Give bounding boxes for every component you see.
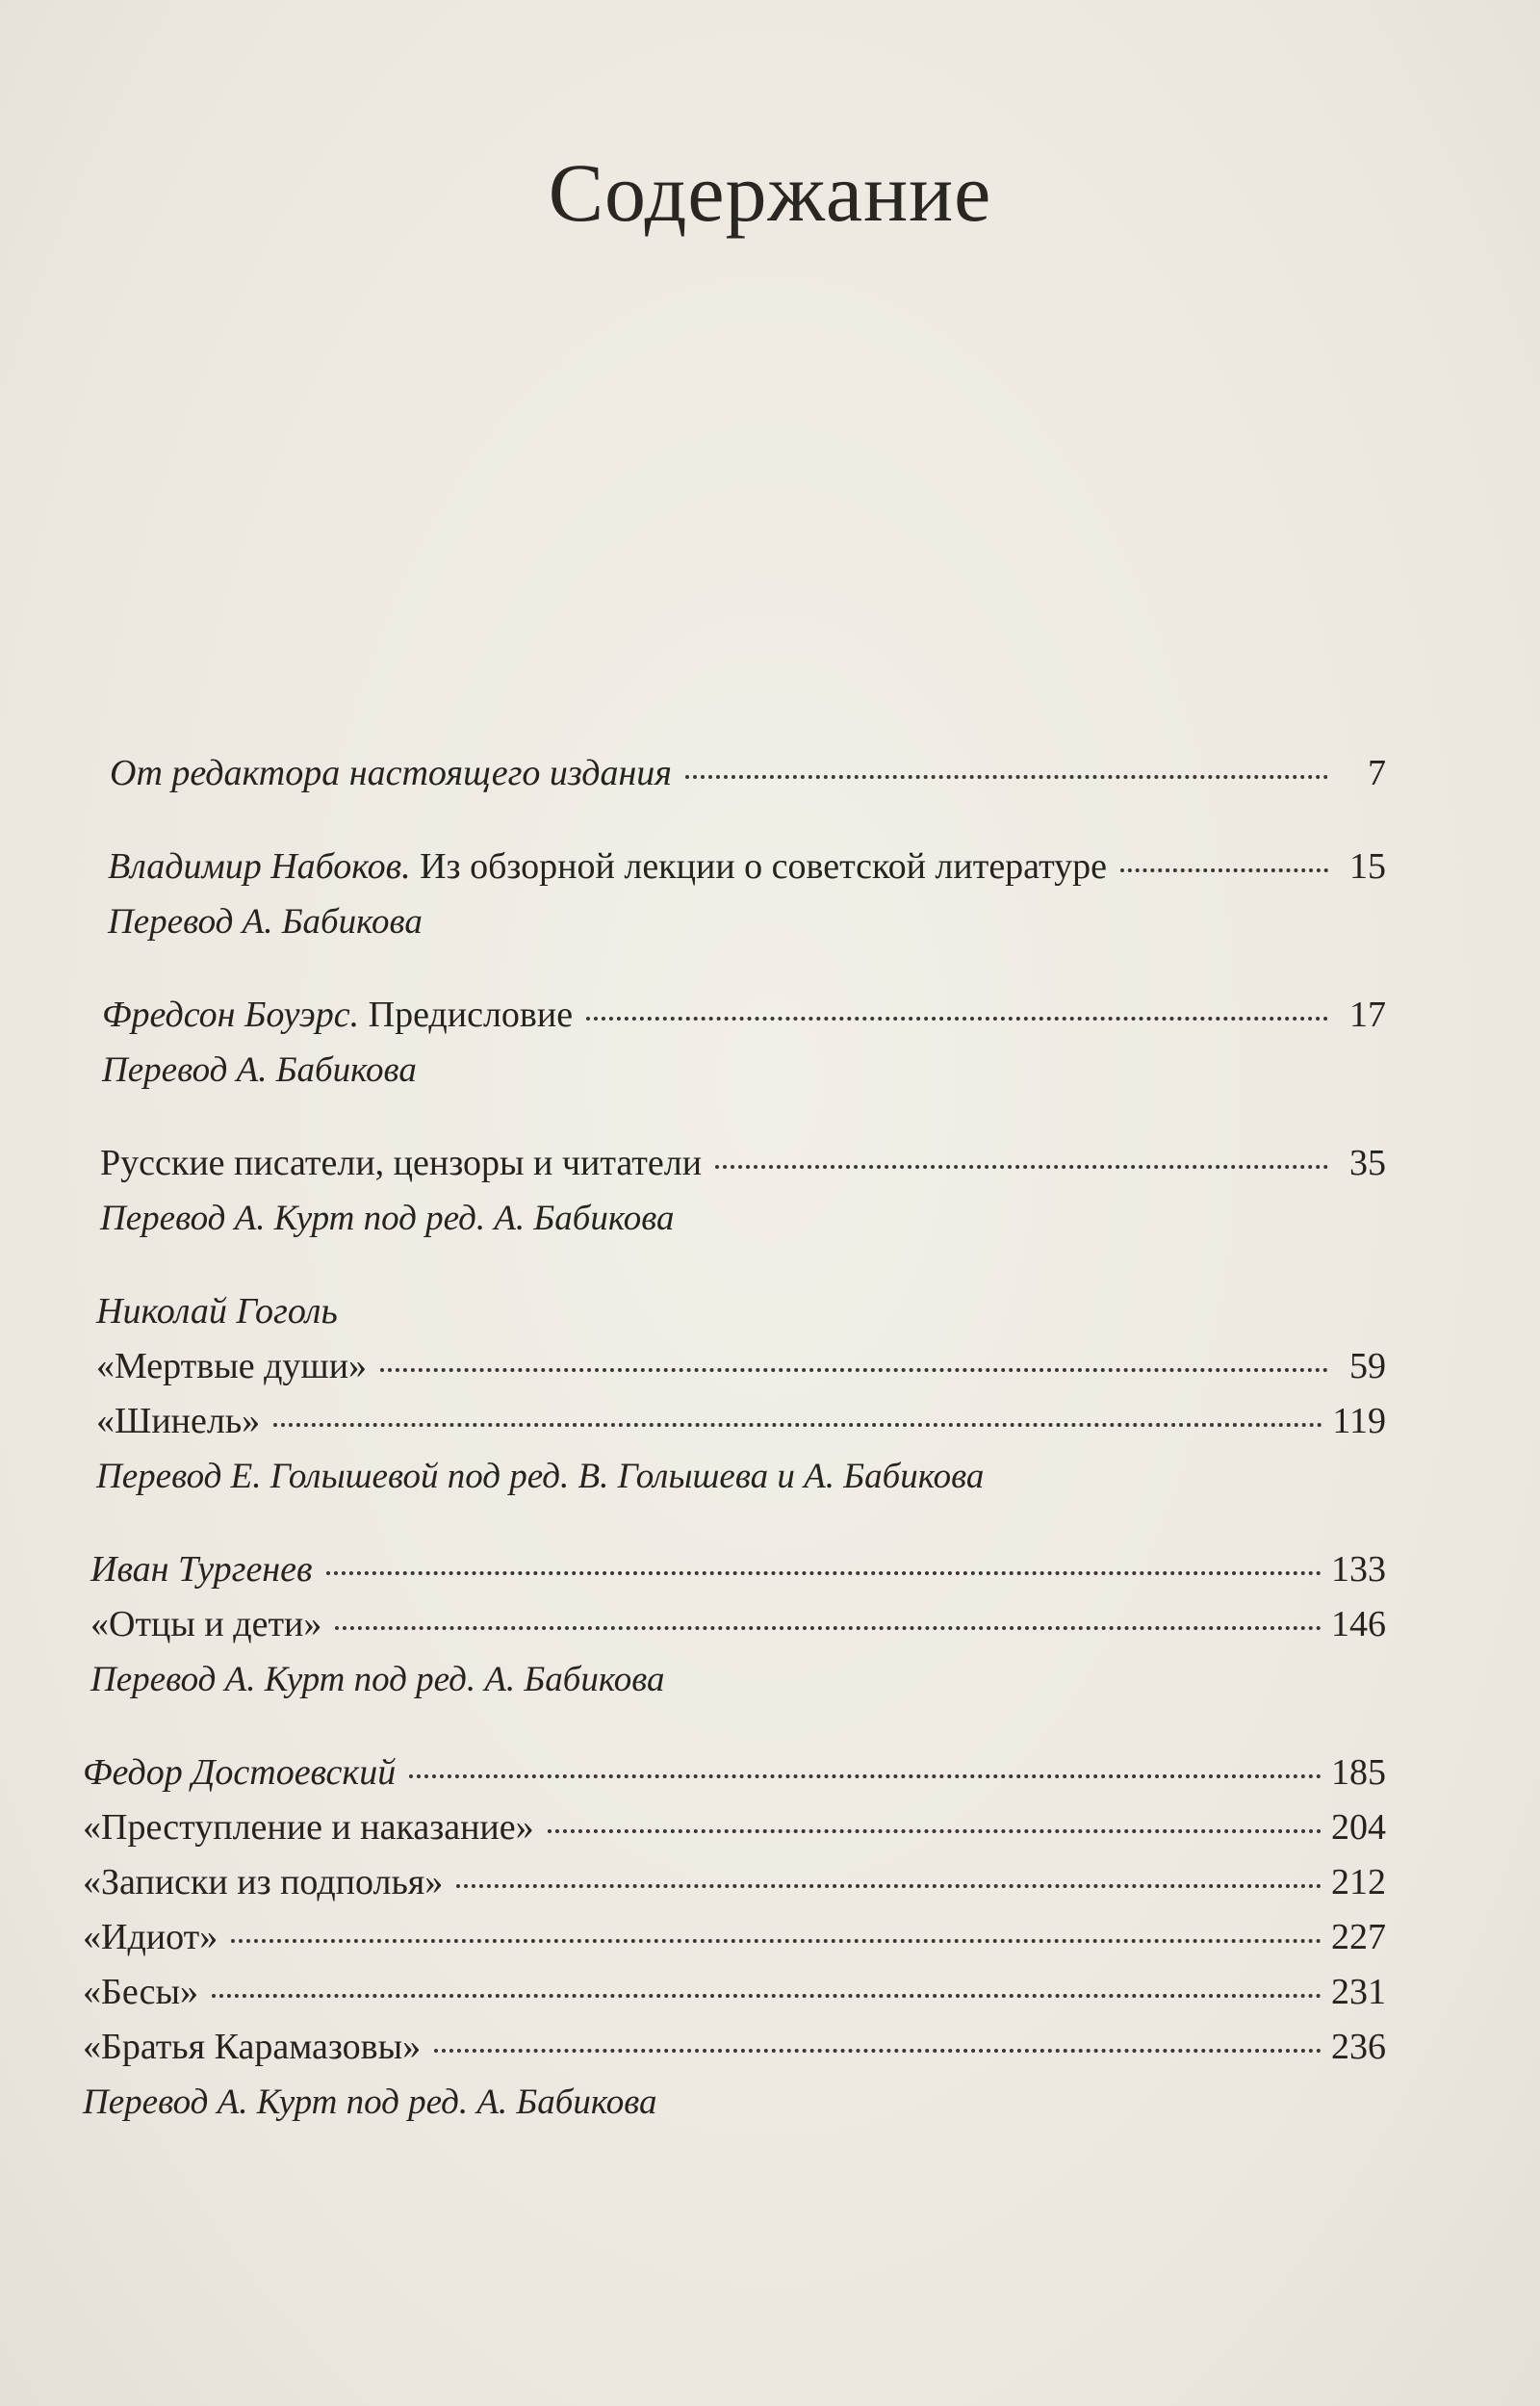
page-number: 236: [1331, 2027, 1386, 2067]
entry-author: Иван Тургенев: [90, 1549, 313, 1590]
toc-author-heading: [96, 1284, 1386, 1339]
translation-credit: Перевод А. Бабикова: [102, 1050, 417, 1090]
dot-leader: [586, 1017, 1328, 1021]
entry-title: Русские писатели, цензоры и читатели: [100, 1143, 703, 1183]
entry-author: Фредсон Боуэрс.: [102, 995, 360, 1035]
table-of-contents: [83, 746, 1386, 2168]
page-number: 146: [1331, 1604, 1386, 1644]
translation-credit: Перевод Е. Голышевой под ред. В. Голышева и А. Бабикова: [96, 1457, 985, 1496]
page-number: 119: [1332, 1401, 1386, 1441]
page-number: 17: [1349, 995, 1386, 1035]
entry-title: «Шинель»: [96, 1401, 261, 1441]
toc-entry: [110, 746, 1386, 801]
toc-entry: [90, 1597, 1386, 1652]
entry-title: «Идиот»: [83, 1917, 218, 1957]
toc-entry: [96, 1394, 1386, 1449]
toc-author-heading: [83, 1746, 1386, 1800]
translation-credit: Перевод А. Бабикова: [108, 902, 423, 942]
toc-group-turgenev: [90, 1542, 1386, 1707]
page-number: 133: [1331, 1549, 1386, 1590]
entry-title: «Преступление и наказание»: [83, 1807, 534, 1848]
dot-leader: [335, 1626, 1322, 1630]
page-number: 59: [1349, 1346, 1386, 1386]
toc-group-gogol: [96, 1284, 1386, 1504]
toc-entry: [83, 1855, 1386, 1910]
page-title: Содержание: [548, 146, 992, 239]
toc-group-dostoevsky: [83, 1746, 1386, 2130]
entry-title: Предисловие: [368, 995, 574, 1035]
toc-entry: [96, 1339, 1386, 1394]
page-number: 212: [1331, 1862, 1386, 1902]
toc-entry: [108, 840, 1386, 894]
toc-entry: [102, 988, 1386, 1043]
dot-leader: [409, 1774, 1322, 1778]
entry-title: «Братья Карамазовы»: [83, 2027, 422, 2067]
toc-group-bowers-preface: [102, 988, 1386, 1098]
entry-title: От редактора настоящего издания: [110, 753, 672, 793]
page-number: 231: [1331, 1972, 1386, 2012]
translation-credit: Перевод А. Курт под ред. А. Бабикова: [100, 1199, 675, 1238]
translation-credit: Перевод А. Курт под ред. А. Бабикова: [90, 1660, 665, 1699]
toc-entry: [83, 2020, 1386, 2075]
entry-title: «Отцы и дети»: [90, 1604, 322, 1644]
dot-leader: [685, 775, 1328, 779]
dot-leader: [273, 1423, 1322, 1427]
page-number: 15: [1349, 846, 1386, 887]
entry-author: Федор Достоевский: [83, 1752, 397, 1793]
entry-title: Из обзорной лекции о советской литературе: [420, 846, 1108, 887]
translation-credit: Перевод А. Курт под ред. А. Бабикова: [83, 2083, 657, 2122]
toc-group-russian-writers: [100, 1136, 1386, 1246]
dot-leader: [715, 1165, 1328, 1169]
toc-entry: [83, 1910, 1386, 1965]
dot-leader: [548, 1829, 1322, 1833]
dot-leader: [231, 1939, 1322, 1943]
dot-leader: [456, 1884, 1322, 1888]
entry-author: Владимир Набоков.: [108, 846, 411, 887]
dot-leader: [212, 1994, 1322, 1998]
entry-title: «Бесы»: [83, 1972, 199, 2012]
page-number: 227: [1331, 1917, 1386, 1957]
entry-author: Николай Гоголь: [96, 1291, 338, 1332]
page-number: 7: [1368, 753, 1386, 793]
page-number: 35: [1349, 1143, 1386, 1183]
dot-leader: [326, 1571, 1322, 1575]
dot-leader: [434, 2049, 1322, 2053]
page-number: 204: [1331, 1807, 1386, 1848]
dot-leader: [380, 1368, 1328, 1372]
entry-title: «Записки из подполья»: [83, 1862, 444, 1902]
toc-entry: [100, 1136, 1386, 1191]
toc-entry: [83, 1800, 1386, 1855]
entry-title: «Мертвые души»: [96, 1346, 368, 1386]
page-number: 185: [1331, 1752, 1386, 1793]
toc-group-editor-note: [110, 746, 1386, 801]
dot-leader: [1120, 868, 1328, 872]
toc-author-heading: [90, 1542, 1386, 1597]
toc-entry: [83, 1965, 1386, 2020]
toc-group-nabokov-lecture: [108, 840, 1386, 949]
